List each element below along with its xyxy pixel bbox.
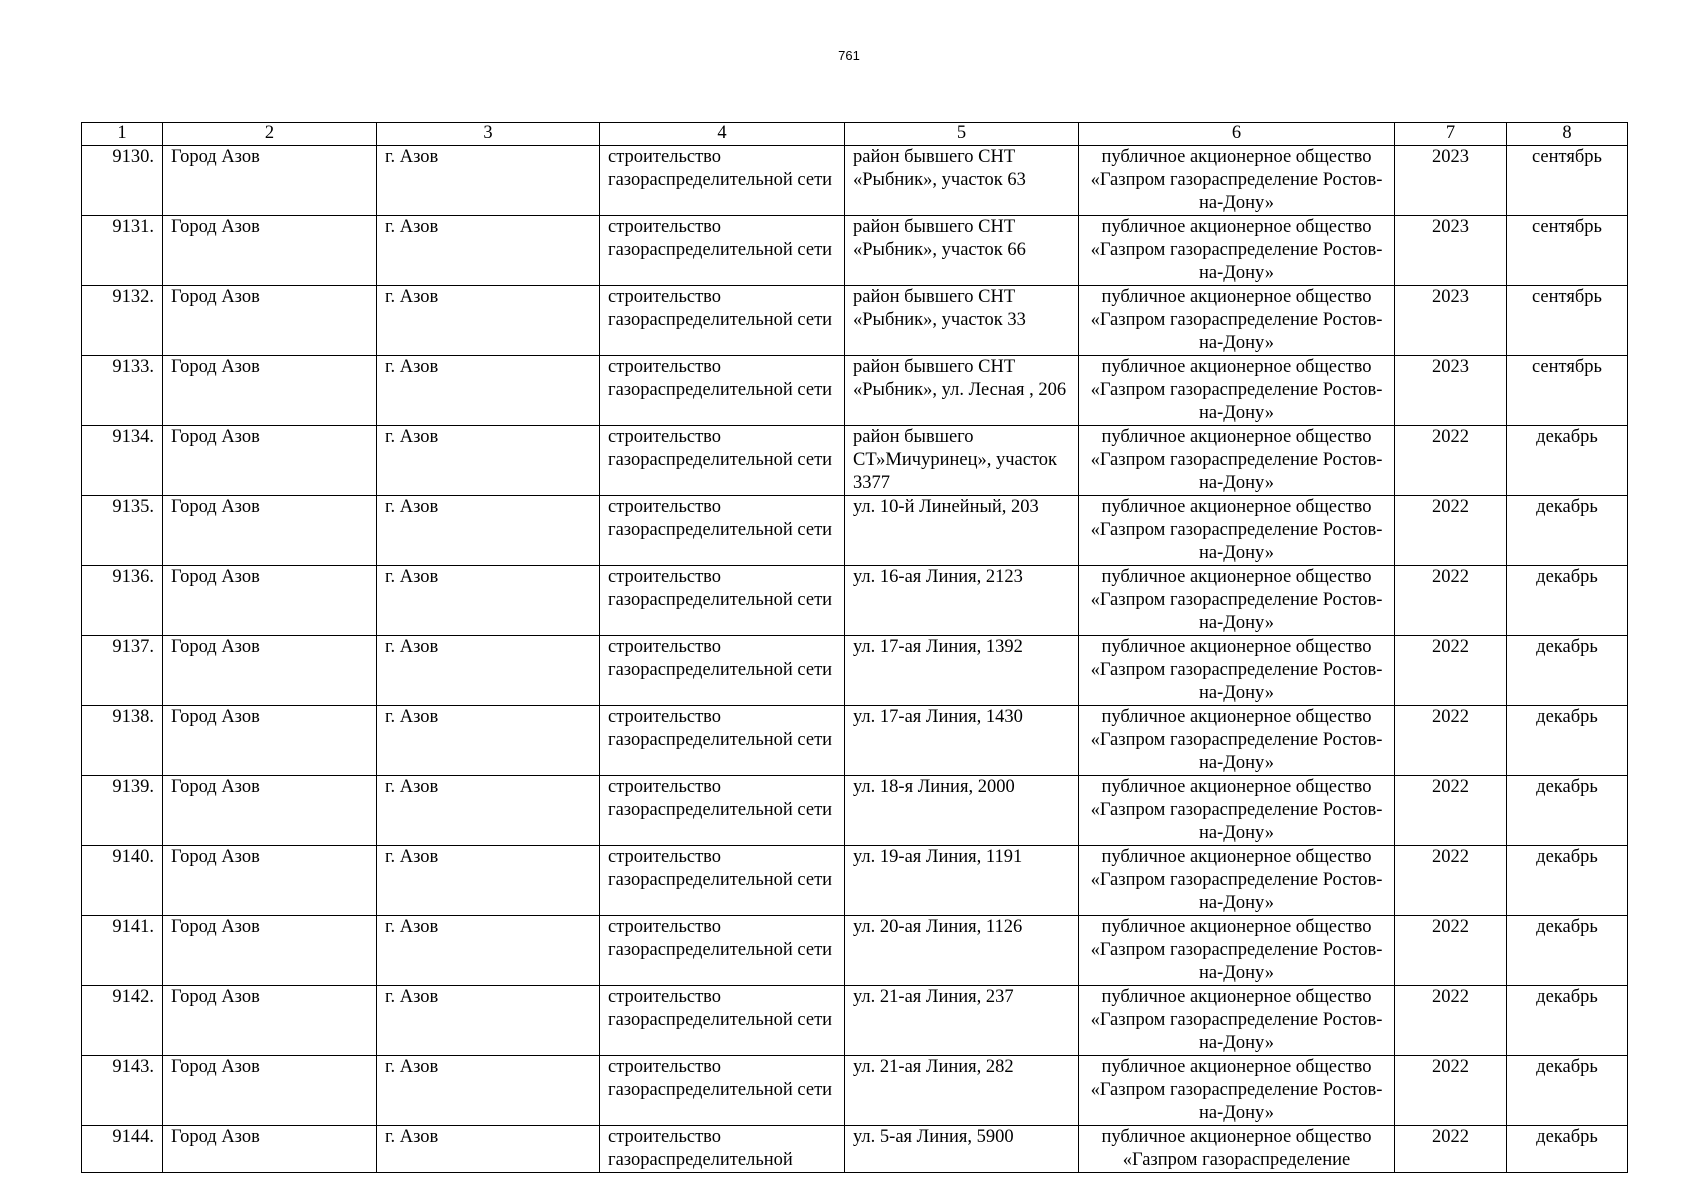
column-number-header: 6 xyxy=(1079,123,1395,146)
column-number-header: 7 xyxy=(1395,123,1507,146)
settlement-cell: г. Азов xyxy=(377,566,600,636)
year-cell: 2022 xyxy=(1395,916,1507,986)
month-cell: сентябрь xyxy=(1507,216,1628,286)
work-type-cell: строительство газораспределительной сети xyxy=(600,426,845,496)
month-cell: сентябрь xyxy=(1507,286,1628,356)
row-number-cell: 9142. xyxy=(82,986,163,1056)
row-number-cell: 9135. xyxy=(82,496,163,566)
organization-cell: публичное акционерное общество «Газпром газораспределение Ростов-на-Дону» xyxy=(1079,986,1395,1056)
district-cell: Город Азов xyxy=(163,636,377,706)
address-cell: ул. 5-ая Линия, 5900 xyxy=(845,1126,1079,1173)
address-cell: район бывшего СНТ «Рыбник», ул. Лесная , 206 xyxy=(845,356,1079,426)
row-number-cell: 9130. xyxy=(82,146,163,216)
table-row xyxy=(82,846,1628,916)
settlement-cell: г. Азов xyxy=(377,1126,600,1173)
address-cell: ул. 19-ая Линия, 1191 xyxy=(845,846,1079,916)
work-type-cell: строительство газораспределительной сети xyxy=(600,216,845,286)
district-cell: Город Азов xyxy=(163,1126,377,1173)
district-cell: Город Азов xyxy=(163,846,377,916)
district-cell: Город Азов xyxy=(163,216,377,286)
table-row xyxy=(82,566,1628,636)
address-cell: район бывшего СТ»Мичуринец», участок 3377 xyxy=(845,426,1079,496)
table-row xyxy=(82,216,1628,286)
table-row xyxy=(82,706,1628,776)
work-type-cell: строительство газораспределительной сети xyxy=(600,496,845,566)
year-cell: 2022 xyxy=(1395,846,1507,916)
month-cell: декабрь xyxy=(1507,1056,1628,1126)
settlement-cell: г. Азов xyxy=(377,356,600,426)
work-type-cell: строительство газораспределительной сети xyxy=(600,286,845,356)
work-type-cell: строительство газораспределительной сети xyxy=(600,356,845,426)
year-cell: 2022 xyxy=(1395,1056,1507,1126)
column-number-header: 2 xyxy=(163,123,377,146)
organization-cell: публичное акционерное общество «Газпром газораспределение Ростов-на-Дону» xyxy=(1079,146,1395,216)
work-type-cell: строительство газораспределительной сети xyxy=(600,146,845,216)
settlement-cell: г. Азов xyxy=(377,1056,600,1126)
district-cell: Город Азов xyxy=(163,566,377,636)
month-cell: декабрь xyxy=(1507,776,1628,846)
row-number-cell: 9134. xyxy=(82,426,163,496)
work-type-cell: строительство газораспределительной сети xyxy=(600,706,845,776)
month-cell: декабрь xyxy=(1507,636,1628,706)
row-number-cell: 9131. xyxy=(82,216,163,286)
district-cell: Город Азов xyxy=(163,496,377,566)
settlement-cell: г. Азов xyxy=(377,426,600,496)
year-cell: 2022 xyxy=(1395,636,1507,706)
organization-cell: публичное акционерное общество «Газпром газораспределение Ростов-на-Дону» xyxy=(1079,776,1395,846)
work-type-cell: строительство газораспределительной сети xyxy=(600,1056,845,1126)
row-number-cell: 9138. xyxy=(82,706,163,776)
address-cell: ул. 18-я Линия, 2000 xyxy=(845,776,1079,846)
row-number-cell: 9132. xyxy=(82,286,163,356)
organization-cell: публичное акционерное общество «Газпром газораспределение Ростов-на-Дону» xyxy=(1079,566,1395,636)
month-cell: сентябрь xyxy=(1507,356,1628,426)
row-number-cell: 9140. xyxy=(82,846,163,916)
address-cell: ул. 20-ая Линия, 1126 xyxy=(845,916,1079,986)
table-row xyxy=(82,1126,1628,1173)
year-cell: 2022 xyxy=(1395,426,1507,496)
table-row xyxy=(82,426,1628,496)
settlement-cell: г. Азов xyxy=(377,146,600,216)
organization-cell: публичное акционерное общество «Газпром газораспределение Ростов-на-Дону» xyxy=(1079,846,1395,916)
table-row xyxy=(82,986,1628,1056)
column-number-header: 4 xyxy=(600,123,845,146)
address-cell: район бывшего СНТ «Рыбник», участок 63 xyxy=(845,146,1079,216)
row-number-cell: 9143. xyxy=(82,1056,163,1126)
gasification-plan-table xyxy=(81,122,1628,1173)
table-row xyxy=(82,916,1628,986)
work-type-cell: строительство газораспределительной сети xyxy=(600,986,845,1056)
settlement-cell: г. Азов xyxy=(377,496,600,566)
month-cell: декабрь xyxy=(1507,986,1628,1056)
district-cell: Город Азов xyxy=(163,426,377,496)
settlement-cell: г. Азов xyxy=(377,776,600,846)
organization-cell: публичное акционерное общество «Газпром газораспределение Ростов-на-Дону» xyxy=(1079,636,1395,706)
row-number-cell: 9141. xyxy=(82,916,163,986)
district-cell: Город Азов xyxy=(163,286,377,356)
organization-cell: публичное акционерное общество «Газпром газораспределение Ростов-на-Дону» xyxy=(1079,216,1395,286)
row-number-cell: 9144. xyxy=(82,1126,163,1173)
district-cell: Город Азов xyxy=(163,356,377,426)
year-cell: 2022 xyxy=(1395,566,1507,636)
column-number-header: 8 xyxy=(1507,123,1628,146)
year-cell: 2022 xyxy=(1395,706,1507,776)
address-cell: район бывшего СНТ «Рыбник», участок 66 xyxy=(845,216,1079,286)
row-number-cell: 9137. xyxy=(82,636,163,706)
column-number-row xyxy=(82,123,1628,146)
table-row xyxy=(82,636,1628,706)
district-cell: Город Азов xyxy=(163,776,377,846)
work-type-cell: строительство газораспределительной xyxy=(600,1126,845,1173)
settlement-cell: г. Азов xyxy=(377,286,600,356)
settlement-cell: г. Азов xyxy=(377,216,600,286)
district-cell: Город Азов xyxy=(163,1056,377,1126)
year-cell: 2022 xyxy=(1395,986,1507,1056)
column-number-header: 1 xyxy=(82,123,163,146)
table-row xyxy=(82,776,1628,846)
address-cell: ул. 21-ая Линия, 282 xyxy=(845,1056,1079,1126)
address-cell: район бывшего СНТ «Рыбник», участок 33 xyxy=(845,286,1079,356)
organization-cell: публичное акционерное общество «Газпром газораспределение Ростов-на-Дону» xyxy=(1079,426,1395,496)
table-row xyxy=(82,1056,1628,1126)
organization-cell: публичное акционерное общество «Газпром газораспределение Ростов-на-Дону» xyxy=(1079,496,1395,566)
year-cell: 2023 xyxy=(1395,146,1507,216)
district-cell: Город Азов xyxy=(163,986,377,1056)
column-number-header: 3 xyxy=(377,123,600,146)
address-cell: ул. 17-ая Линия, 1392 xyxy=(845,636,1079,706)
column-number-header: 5 xyxy=(845,123,1079,146)
month-cell: декабрь xyxy=(1507,496,1628,566)
month-cell: декабрь xyxy=(1507,916,1628,986)
settlement-cell: г. Азов xyxy=(377,986,600,1056)
address-cell: ул. 17-ая Линия, 1430 xyxy=(845,706,1079,776)
month-cell: декабрь xyxy=(1507,426,1628,496)
organization-cell: публичное акционерное общество «Газпром газораспределение Ростов-на-Дону» xyxy=(1079,706,1395,776)
row-number-cell: 9133. xyxy=(82,356,163,426)
address-cell: ул. 16-ая Линия, 2123 xyxy=(845,566,1079,636)
table-row xyxy=(82,356,1628,426)
settlement-cell: г. Азов xyxy=(377,706,600,776)
address-cell: ул. 10-й Линейный, 203 xyxy=(845,496,1079,566)
year-cell: 2023 xyxy=(1395,356,1507,426)
organization-cell: публичное акционерное общество «Газпром газораспределение xyxy=(1079,1126,1395,1173)
year-cell: 2022 xyxy=(1395,1126,1507,1173)
organization-cell: публичное акционерное общество «Газпром газораспределение Ростов-на-Дону» xyxy=(1079,916,1395,986)
table-row xyxy=(82,286,1628,356)
row-number-cell: 9139. xyxy=(82,776,163,846)
organization-cell: публичное акционерное общество «Газпром газораспределение Ростов-на-Дону» xyxy=(1079,356,1395,426)
organization-cell: публичное акционерное общество «Газпром газораспределение Ростов-на-Дону» xyxy=(1079,286,1395,356)
organization-cell: публичное акционерное общество «Газпром газораспределение Ростов-на-Дону» xyxy=(1079,1056,1395,1126)
district-cell: Город Азов xyxy=(163,916,377,986)
month-cell: сентябрь xyxy=(1507,146,1628,216)
month-cell: декабрь xyxy=(1507,846,1628,916)
work-type-cell: строительство газораспределительной сети xyxy=(600,636,845,706)
district-cell: Город Азов xyxy=(163,706,377,776)
settlement-cell: г. Азов xyxy=(377,846,600,916)
month-cell: декабрь xyxy=(1507,1126,1628,1173)
year-cell: 2023 xyxy=(1395,216,1507,286)
month-cell: декабрь xyxy=(1507,706,1628,776)
year-cell: 2022 xyxy=(1395,496,1507,566)
settlement-cell: г. Азов xyxy=(377,916,600,986)
address-cell: ул. 21-ая Линия, 237 xyxy=(845,986,1079,1056)
work-type-cell: строительство газораспределительной сети xyxy=(600,846,845,916)
page-number: 761 xyxy=(838,48,860,63)
month-cell: декабрь xyxy=(1507,566,1628,636)
year-cell: 2023 xyxy=(1395,286,1507,356)
table-row xyxy=(82,146,1628,216)
year-cell: 2022 xyxy=(1395,776,1507,846)
table-row xyxy=(82,496,1628,566)
work-type-cell: строительство газораспределительной сети xyxy=(600,776,845,846)
district-cell: Город Азов xyxy=(163,146,377,216)
work-type-cell: строительство газораспределительной сети xyxy=(600,916,845,986)
work-type-cell: строительство газораспределительной сети xyxy=(600,566,845,636)
settlement-cell: г. Азов xyxy=(377,636,600,706)
row-number-cell: 9136. xyxy=(82,566,163,636)
